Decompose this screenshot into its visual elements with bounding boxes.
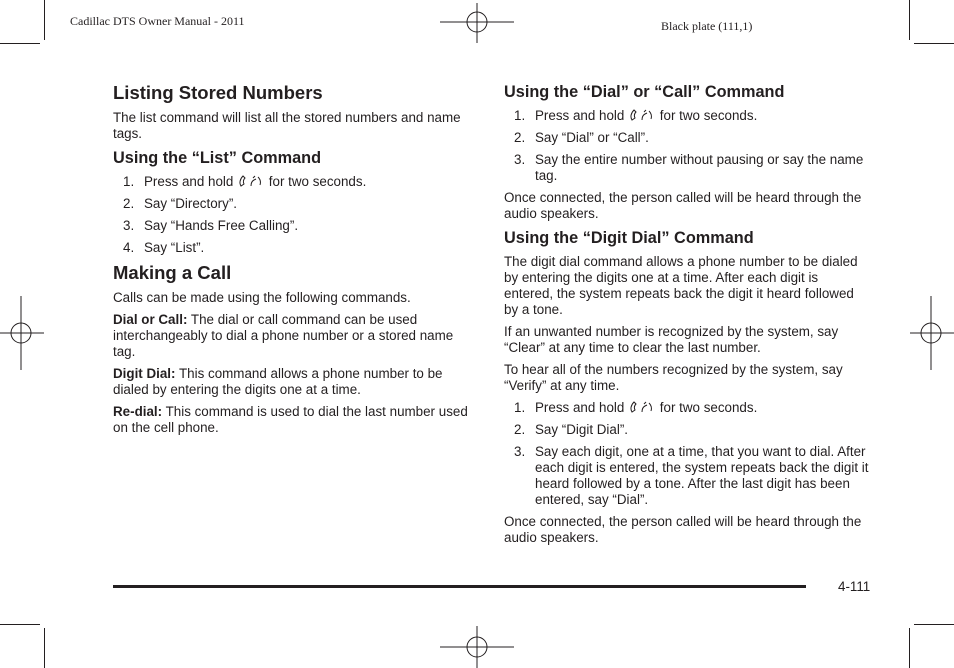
registration-mark-left: [0, 296, 44, 370]
heading-listing-stored-numbers: Listing Stored Numbers: [113, 82, 323, 103]
crop-mark: [44, 0, 45, 40]
step-number: 1.: [514, 400, 526, 415]
paragraph-once-connected: Once connected, the person called will be heard through the audio speakers.: [504, 190, 862, 221]
list-item: [504, 422, 870, 438]
step-text: for two seconds.: [659, 108, 758, 123]
crop-mark: [914, 43, 954, 44]
term-dial-or-call: Dial or Call:: [113, 312, 188, 327]
paragraph-once-connected: Once connected, the person called will be heard through the audio speakers.: [504, 514, 862, 545]
list-item: [504, 108, 870, 124]
step-text: Press and hold: [535, 108, 625, 123]
heading-making-a-call: Making a Call: [113, 262, 232, 283]
term-redial: Re-dial:: [113, 404, 163, 419]
list-item: [113, 174, 479, 190]
step-text: for two seconds.: [659, 400, 758, 415]
step-number: 3.: [123, 218, 135, 233]
list-item: [504, 130, 870, 146]
registration-mark-bottom: [440, 626, 514, 668]
paragraph-redial: [113, 404, 479, 436]
footer-rule: [113, 585, 806, 588]
phone-voice-icon: [629, 400, 655, 414]
term-digit-dial: Digit Dial:: [113, 366, 176, 381]
page-number: 4-111: [838, 579, 871, 594]
step-number: 1.: [123, 174, 135, 189]
list-item: [113, 218, 479, 234]
paragraph-listing: The list command will list all the stored numbers and name tags.: [113, 110, 461, 141]
crop-mark: [914, 624, 954, 625]
definition-redial: This command is used to dial the last number used on the cell phone.: [113, 404, 468, 435]
phone-voice-icon: [629, 108, 655, 122]
left-column: [113, 82, 479, 442]
list-item: [504, 444, 870, 508]
heading-dial-call-command: Using the “Dial” or “Call” Command: [504, 83, 785, 101]
step-text: Say “Dial” or “Call”.: [535, 130, 649, 145]
crop-mark: [44, 628, 45, 668]
step-number: 3.: [514, 152, 526, 167]
step-number: 1.: [514, 108, 526, 123]
registration-mark-top: [440, 3, 514, 43]
step-number: 2.: [123, 196, 135, 211]
list-item: [504, 400, 870, 416]
list-item: [113, 196, 479, 212]
list-item: [113, 240, 479, 256]
paragraph-dial-or-call: [113, 312, 479, 360]
step-number: 4.: [123, 240, 135, 255]
step-text: Press and hold: [535, 400, 625, 415]
step-text: Say “Directory”.: [144, 196, 238, 211]
right-column: [504, 82, 870, 552]
step-text: Say “Hands Free Calling”.: [144, 218, 299, 233]
header-left: Cadillac DTS Owner Manual - 2011: [70, 14, 245, 28]
header-right: Black plate (111,1): [661, 19, 753, 33]
crop-mark: [909, 628, 910, 668]
crop-mark: [0, 43, 40, 44]
step-text: Say each digit, one at a time, that you want to dial. After each digit is entered, the system repeats back the digit it heard followed by a tone. After the last digit has been entered, say “Dial”.: [535, 444, 869, 507]
paragraph-digit-dial: [113, 366, 479, 398]
step-number: 2.: [514, 130, 526, 145]
digit-steps: [504, 400, 870, 508]
step-text: Say “List”.: [144, 240, 205, 255]
step-text: Say “Digit Dial”.: [535, 422, 629, 437]
paragraph-clear: If an unwanted number is recognized by the system, say “Clear” at any time to clear the last number.: [504, 324, 839, 355]
step-text: Press and hold: [144, 174, 234, 189]
list-item: [504, 152, 870, 184]
definition-digit-dial: This command allows a phone number to be dialed by entering the digits one at a time.: [113, 366, 443, 397]
dial-steps: [504, 108, 870, 184]
registration-mark-right: [910, 296, 954, 370]
definition-dial-or-call: The dial or call command can be used interchangeably to dial a phone number or a stored name tag.: [113, 312, 454, 359]
list-steps: [113, 174, 479, 256]
heading-digit-dial-command: Using the “Digit Dial” Command: [504, 229, 754, 247]
paragraph-digit-dial-intro: The digit dial command allows a phone number to be dialed by entering the digits one at a time. After each digit is entered, the system repeats back the digit it heard followed by a tone.: [504, 254, 858, 317]
heading-list-command: Using the “List” Command: [113, 149, 322, 167]
phone-voice-icon: [238, 174, 264, 188]
step-text: Say the entire number without pausing or say the name tag.: [535, 152, 864, 183]
crop-mark: [909, 0, 910, 40]
paragraph-verify: To hear all of the numbers recognized by the system, say “Verify” at any time.: [504, 362, 843, 393]
step-number: 2.: [514, 422, 526, 437]
step-number: 3.: [514, 444, 526, 459]
crop-mark: [0, 624, 40, 625]
paragraph-making-call: Calls can be made using the following commands.: [113, 290, 411, 305]
step-text: for two seconds.: [268, 174, 367, 189]
